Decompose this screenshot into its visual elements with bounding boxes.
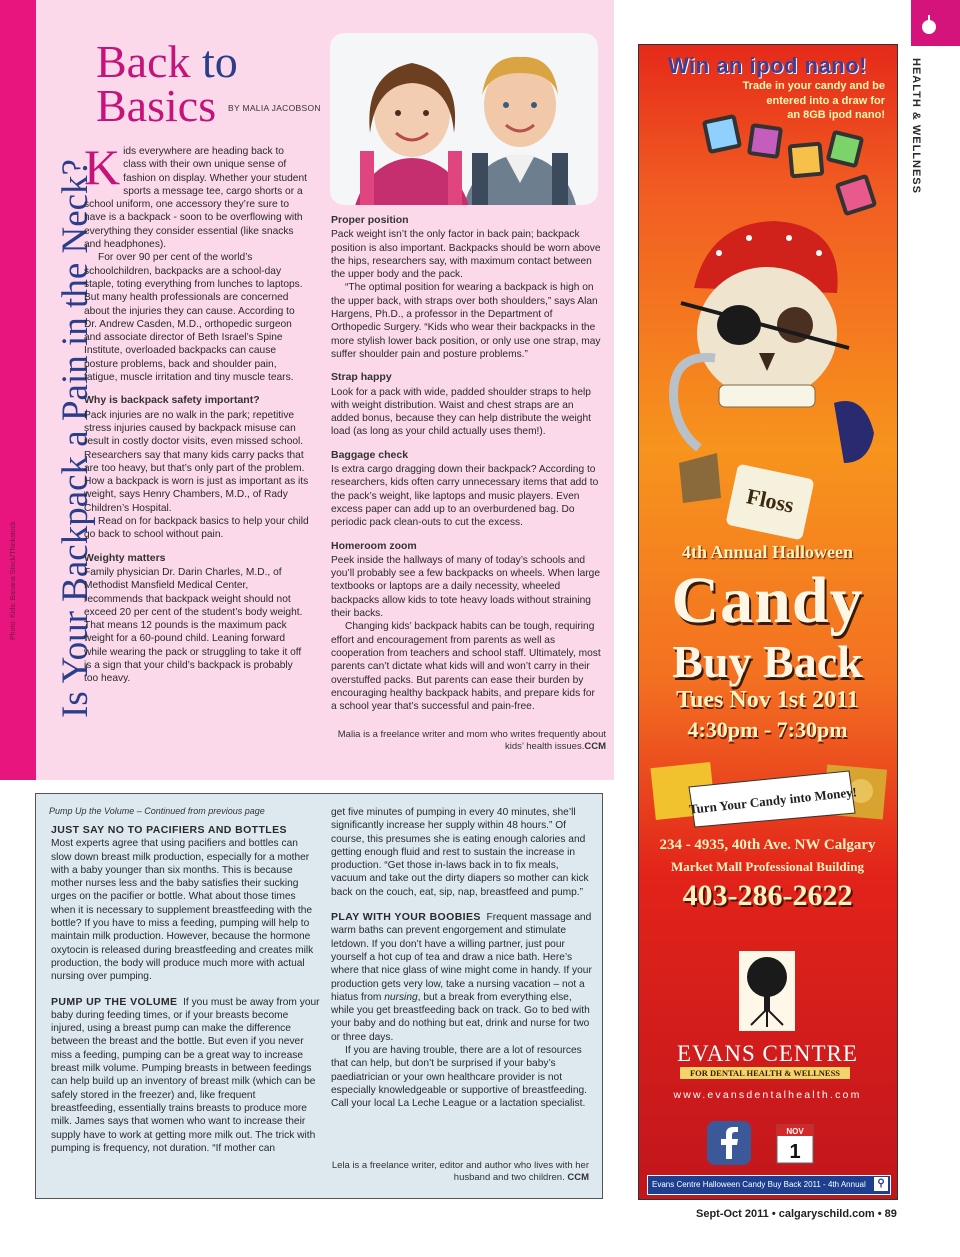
ad-footer-text: Evans Centre Halloween Candy Buy Back 2011 - 4th Annual xyxy=(652,1180,866,1189)
ad-trade-line: entered into a draw for xyxy=(766,94,885,107)
photo-credit: Photo: Kids: Banana Stock/Thinkstock xyxy=(10,521,17,640)
section-tab xyxy=(911,0,960,46)
search-icon: ⚲ xyxy=(874,1177,888,1191)
ccm-mark: CCM xyxy=(567,1171,589,1183)
title-back: Back xyxy=(96,36,191,87)
paragraph: For over 90 per cent of the world’s schoolchildren, backpacks are a school-day staple, toting everything from lunches to laptops. But many health professionals are concerned about the injuries they can cause. According to Dr. Andrew Casden, M.D., orthopedic surgeon and associate director of Beth Israel’s Spine Institute, overloaded backpacks can cause posture problems, back and shoulder pain, fatigue, muscle irritation and tiny muscle tears. xyxy=(84,252,303,384)
magenta-edge-strip xyxy=(0,0,36,780)
candy-to-money-banner xyxy=(649,757,889,831)
ccm-mark: CCM xyxy=(584,740,606,752)
kids-with-backpacks-photo xyxy=(330,33,598,205)
paragraph: If you are having trouble, there are a lot of resources that can help, but don’t be surprised if your baby’s paediatrician or your own healthcare provider is not especially knowledgeable or supportive of breastfeeding. Call your local La Leche League or a lactation specialist. xyxy=(331,1045,587,1110)
ad-buy-back-word: Buy Back xyxy=(672,636,863,687)
title-basics: Basics xyxy=(96,79,217,131)
kids-photo-illustration xyxy=(330,33,598,205)
ad-annual-line: 4th Annual Halloween xyxy=(681,542,854,562)
candy-buy-back-advertisement[interactable] xyxy=(638,44,898,1200)
bio-text: Malia is a freelance writer and mom who writes frequently about kids’ health issues. xyxy=(337,729,606,752)
pump-column-right xyxy=(331,806,593,1111)
byline: BY MALIA JACOBSON xyxy=(228,103,321,113)
tree-logo-icon xyxy=(739,951,795,1031)
paragraph: , but a break from everything else, while you get breastfeeding back on track. Go to bed with your baby and do nothing but eat, drink and nurse for two or three days. xyxy=(331,991,590,1043)
paragraph: get five minutes of pumping in every 40 minutes, she’ll significantly increase her supply within 48 hours.” Of course, this presumes she is eating enough calories and getting enough fluid and rest to sustain the increase in production. “Get those in-laws back in to fix meals, vacuum and take out the dirty diapers so mother can kick back on the couch, eat, sip, nap, breastfeed and pump.” xyxy=(331,807,589,898)
paragraph: Pack weight isn’t the only factor in back pain; backpack position is also important. Backpacks should be worn above the hips, researchers say, with maximum contact between the upper body and the pack. xyxy=(331,229,601,281)
ad-turn-candy-text: Turn Your Candy into Money! xyxy=(688,784,858,817)
article-column-right xyxy=(331,214,601,713)
author-bio xyxy=(331,729,606,752)
ad-building: Market Mall Professional Building xyxy=(671,859,864,874)
ad-address: 234 - 4935, 40th Ave. NW Calgary xyxy=(659,837,876,853)
paragraph: Read on for backpack basics to help your child go back to school without pain. xyxy=(84,516,309,541)
pump-column-left xyxy=(51,824,320,1155)
paragraph: Family physician Dr. Darin Charles, M.D., of Methodist Mansfield Medical Center, recommends that backpack weight should not exceed 20 per cent of the student’s body weight. That means 12 pounds is the maximum pack weight for a 60-pound child. Leaning forward while wearing the pack or struggling to take it off is a sign that your child’s backpack is probably too heavy. xyxy=(84,566,303,685)
ad-headline: Win an ipod nano! xyxy=(668,53,867,78)
ad-website[interactable]: www.evansdentalhealth.com xyxy=(673,1089,862,1101)
intro-paragraph: ids everywhere are heading back to class with their own unique sense of fashion on display. Whether your student sports a message tee, cargo shorts or a school uniform, one accessory they’re sure to have is a backpack - soon to be overflowing with everything they consider essential (like snacks and headphones). xyxy=(84,146,307,251)
page-folio: Sept-Oct 2011 • calgaryschild.com • 89 xyxy=(696,1208,897,1220)
subheading: JUST SAY NO TO PACIFIERS AND BOTTLES xyxy=(51,824,287,836)
author-bio xyxy=(331,1160,589,1183)
paragraph: Is extra cargo dragging down their backpack? According to researchers, kids often carry unnecessary items that add to the pack’s weight, like laptops and music players. Even excess paper can add up to an overburdened bag. Do periodic pack clean-outs to cut the excess. xyxy=(331,464,599,529)
paragraph: Most experts agree that using pacifiers and bottles can slow down breast milk production, especially for a mother with a baby younger than six months. This is because mother nurses less and the baby satisfies their sucking urges on the pacifier or bottle. What about those times when it is necessary to supplement breastfeeding with the bottle? If you have to miss a feeding, pumping will help to maintain milk production. However, because the hormone oxytocin is released during breastfeeding and creates milk production, the body will produce much more with actual nursing over pumping. xyxy=(51,838,314,983)
title-to: to xyxy=(202,36,238,87)
continued-label: Pump Up the Volume – Continued from previous page xyxy=(49,806,265,816)
bio-text: Lela is a freelance writer, editor and author who lives with her husband and two children. xyxy=(331,1160,589,1183)
paragraph: Peek inside the hallways of many of today’s schools and you’ll probably see a few backpacks on wheels. When large textbooks or laptops are a daily necessity, wheeled backpacks allow kids to tote heavy loads without straining their backs. xyxy=(331,554,600,620)
article-title xyxy=(96,36,238,131)
paragraph: Changing kids’ backpack habits can be tough, requiring effort and encouragement from parents as well as cooperation from teachers and school staff. Ultimately, most parents can’t dictate what kids will and won’t carry in their overstuffed packs. But parents can ease their burden by encouraging healthy backpack habits, and prepare kids for a school year that’s successful and pain-free. xyxy=(331,621,601,713)
drop-cap: K xyxy=(84,139,121,195)
ad-phone[interactable]: 403-286-2622 xyxy=(682,879,853,912)
apple-icon xyxy=(911,0,960,46)
vertical-article-title: Is Your Backpack a Pain in the Neck? xyxy=(55,159,96,718)
paragraph: Look for a pack with wide, padded shoulder straps to help with weight distribution. Waist and chest straps are an added bonus, because they can help distribute the weight load (as long as your child actually uses them!). xyxy=(331,386,591,438)
subheading: Why is backpack safety important? xyxy=(84,394,260,407)
paragraph: If you must be away from your baby during feeding times, or if your breasts become injured, using a breast pump can make the difference between the breast and the bottle. But even if you never miss a feeding, pumping can be a great way to increase breast milk volume. Pumping breasts in between feedings can help build up an inventory of breast milk (which can be safely stored in the freezer) and, like frequent breastfeeding, essentially trains breasts to produce more milk. James says that women who want to increase their supply have to work at getting more milk out. The trick with pumping is frequency, not duration. “If mother can xyxy=(51,996,320,1154)
subheading: Weighty matters xyxy=(84,551,166,564)
ad-event-time: 4:30pm - 7:30pm xyxy=(687,717,848,742)
ad-trade-line: Trade in your candy and be xyxy=(742,80,885,92)
paragraph: Pack injuries are no walk in the park; repetitive stress injuries caused by backpack misuse can result in costly doctor visits, even missed school. Researchers say that many kids carry packs that are too heavy, but that’s only part of the problem. How a backpack is worn is just as important as its weight, says Henry Chambers, M.D., of Rady Children’s Hospital. xyxy=(84,409,309,514)
continued-article-box xyxy=(35,793,603,1199)
ad-footer-bar[interactable] xyxy=(647,1175,891,1195)
paragraph: “The optimal position for wearing a backpack is high on the upper back, with straps over both shoulders,” says Alan Hargens, Ph.D., a professor in the Department of Orthopedic Surgery. “Kids who wear their backpacks in the more stylish lower back position, or only use one strap, may suffer shoulder pain and posture problems.” xyxy=(331,282,601,360)
calendar-day: 1 xyxy=(789,1141,801,1163)
emphasis: nursing xyxy=(384,991,418,1003)
article-column-left xyxy=(84,139,309,686)
pirate-skull-illustration xyxy=(639,103,897,543)
subheading: Proper position xyxy=(331,214,409,226)
subheading: PUMP UP THE VOLUME xyxy=(51,995,178,1008)
subheading: Strap happy xyxy=(331,371,392,384)
facebook-icon[interactable] xyxy=(707,1121,751,1165)
ad-event-date: Tues Nov 1st 2011 xyxy=(676,687,859,713)
ad-trade-line: an 8GB ipod nano! xyxy=(787,109,885,121)
calendar-month: NOV xyxy=(786,1127,804,1136)
paragraph: Frequent massage and warm baths can prevent engorgement and stimulate letdown. If you don’t have a willing partner, just pour yourself a hot cup of tea and draw a nice bath. Here’s where that nice glass of wine might come in handy. If your production gets very low, take a nursing vacation – not a hiatus from xyxy=(331,912,592,1003)
subheading: Homeroom zoom xyxy=(331,539,417,552)
subheading: PLAY WITH YOUR BOOBIES xyxy=(331,911,481,924)
calendar-icon xyxy=(775,1121,815,1165)
floss-label: Floss xyxy=(744,483,797,518)
subheading: Baggage check xyxy=(331,448,409,461)
evans-centre-tagline: FOR DENTAL HEALTH & WELLNESS xyxy=(680,1067,850,1079)
evans-centre-name: EVANS CENTRE xyxy=(677,1041,858,1066)
section-label: HEALTH & WELLNESS xyxy=(910,58,922,194)
ipod-icons xyxy=(702,114,878,217)
ad-candy-word: Candy xyxy=(671,564,864,637)
